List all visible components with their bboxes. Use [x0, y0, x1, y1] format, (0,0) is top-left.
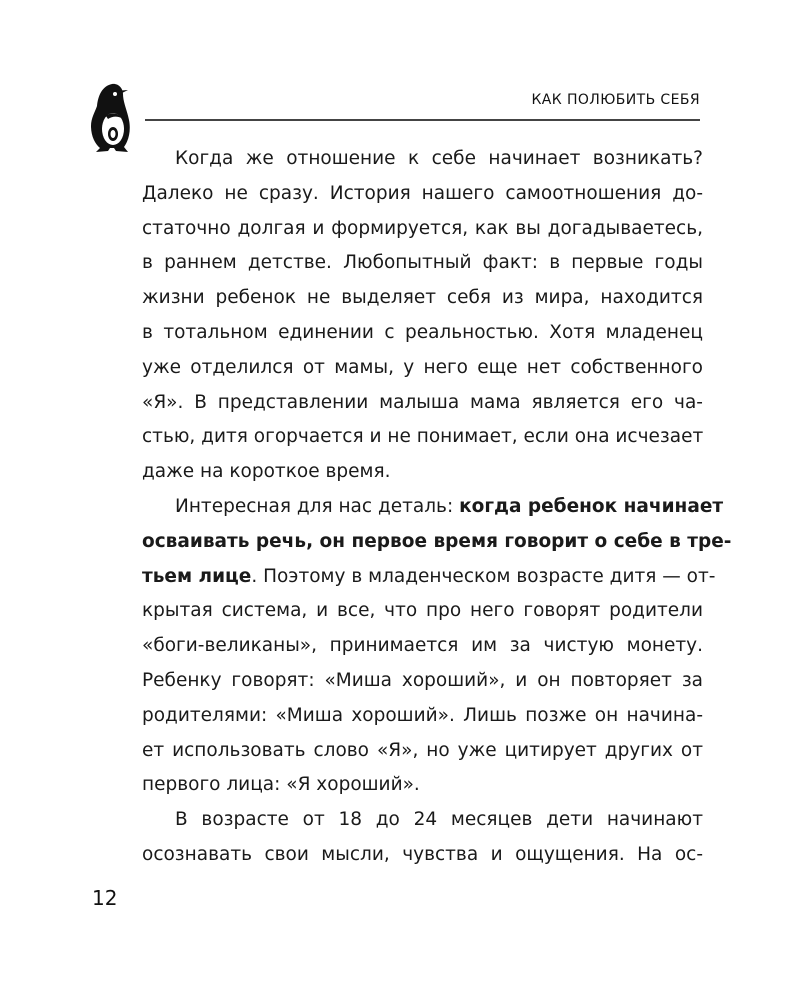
- text-line: статочно долгая и формируется, как вы догадываетесь,: [142, 217, 703, 239]
- text-line: В возрасте от 18 до 24 месяцев дети начинают: [175, 809, 703, 831]
- text-line: [142, 490, 724, 525]
- page-number: 12: [92, 886, 118, 910]
- text-line: «Я». В представлении малыша мама является его ча-: [142, 391, 703, 413]
- text-line: [142, 560, 716, 595]
- text-line: родителями: «Миша хороший». Лишь позже он начина-: [142, 704, 703, 726]
- text-run: Интересная для нас деталь:: [175, 495, 460, 517]
- text-run: . Поэтому в младенческом возрасте дитя — от-: [251, 565, 716, 587]
- running-title: КАК ПОЛЮБИТЬ СЕБЯ: [531, 92, 700, 108]
- bold-text-run: когда ребенок начинает: [459, 495, 724, 517]
- bold-text-run: тьем лице: [142, 565, 252, 587]
- text-line: крытая система, и все, что про него говорят родители: [142, 600, 703, 622]
- bold-text-run: осваивать речь, он первое время говорит о себе в тре-: [142, 530, 732, 552]
- text-line: [142, 525, 732, 560]
- text-line: Далеко не сразу. История нашего самоотношения до-: [142, 182, 703, 204]
- text-line: даже на короткое время.: [142, 461, 391, 483]
- text-line: в тотальном единении с реальностью. Хотя младенец: [142, 321, 703, 343]
- text-line: в раннем детстве. Любопытный факт: в первые годы: [142, 252, 703, 274]
- penguin-logo-icon: [88, 82, 134, 154]
- body-text: [142, 142, 732, 873]
- text-line: Когда же отношение к себе начинает возникать?: [175, 148, 703, 169]
- text-line: «боги-великаны», принимается им за чистую монету.: [142, 635, 703, 657]
- text-line: ет использовать слово «Я», но уже цитирует других от: [142, 739, 703, 761]
- header-rule: [145, 119, 700, 121]
- text-line: жизни ребенок не выделяет себя из мира, находится: [142, 287, 703, 309]
- text-line: уже отделился от мамы, у него еще нет собственного: [142, 356, 703, 378]
- text-line: осознавать свои мысли, чувства и ощущения. На ос-: [142, 843, 703, 865]
- text-line: первого лица: «Я хороший».: [142, 774, 420, 796]
- text-line: Ребенку говорят: «Миша хороший», и он повторяет за: [142, 669, 703, 691]
- text-line: стью, дитя огорчается и не понимает, если она исчезает: [142, 426, 704, 448]
